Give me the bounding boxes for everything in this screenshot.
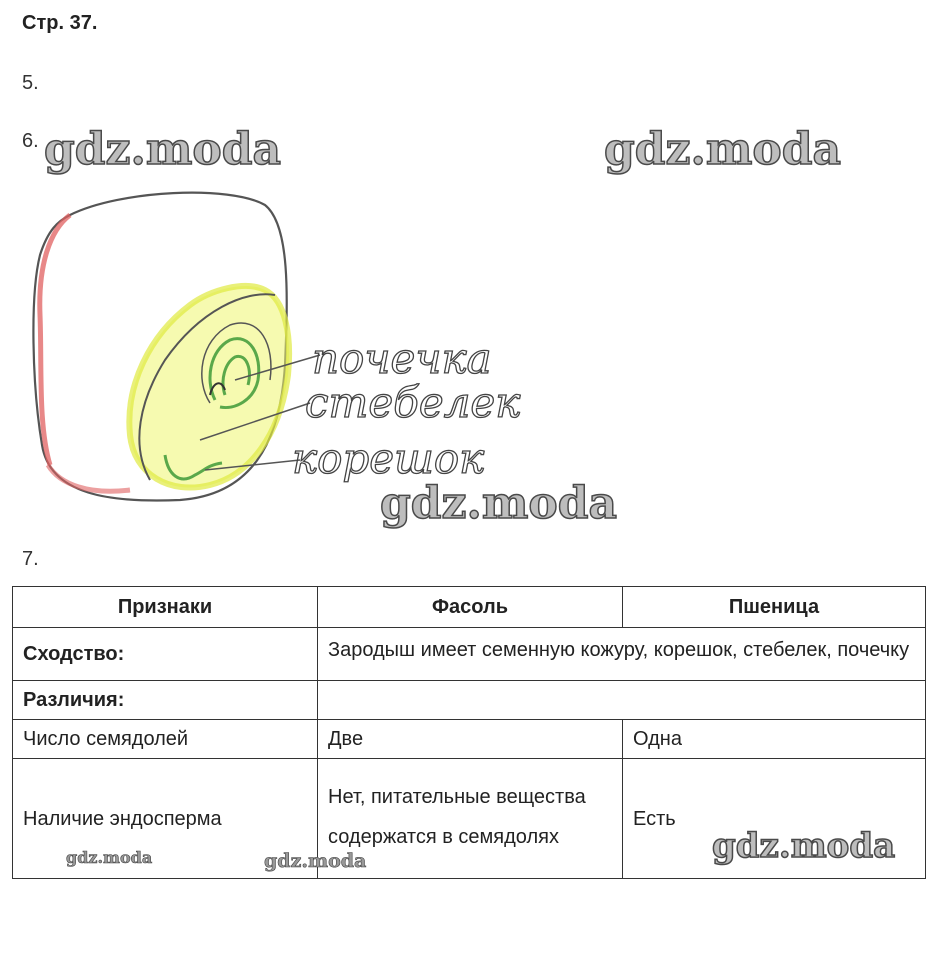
differences-empty [318,681,926,720]
bean-cell: Нет, питательные вещества содержатся в семядолях [318,759,623,879]
seed-diagram [30,185,550,515]
differences-label: Различия: [13,681,318,720]
label-root: корешок [292,434,485,483]
watermark: gdz.moda [66,848,153,867]
bean-cell: Две [318,720,623,759]
watermark: gdz.moda [264,850,367,872]
question-number-5: 5. [22,72,39,94]
page-title: Стр. 37. [22,12,98,34]
wheat-cell: Одна [623,720,926,759]
question-number-7: 7. [22,548,39,570]
label-bud: почечка [312,334,492,383]
header-bean: Фасоль [318,587,623,628]
header-wheat: Пшеница [623,587,926,628]
feature-cell: Наличие эндосперма [13,759,318,879]
table-row-similarity [13,628,926,681]
watermark: gdz.moda [44,124,282,175]
wheat-cell: Есть [623,759,926,879]
watermark: gdz.moda [712,826,896,866]
watermark: gdz.moda [380,478,618,529]
header-features: Признаки [13,587,318,628]
watermark: gdz.moda [604,124,842,175]
feature-cell: Число семядолей [13,720,318,759]
similarity-label: Сходство: [13,628,318,681]
similarity-text: Зародыш имеет семенную кожуру, корешок, стебелек, почечку [318,628,926,681]
question-number-6: 6. [22,130,39,152]
table-header-row [13,587,926,628]
table-row-differences [13,681,926,720]
table-row [13,720,926,759]
label-stem: стебелек [305,378,521,427]
